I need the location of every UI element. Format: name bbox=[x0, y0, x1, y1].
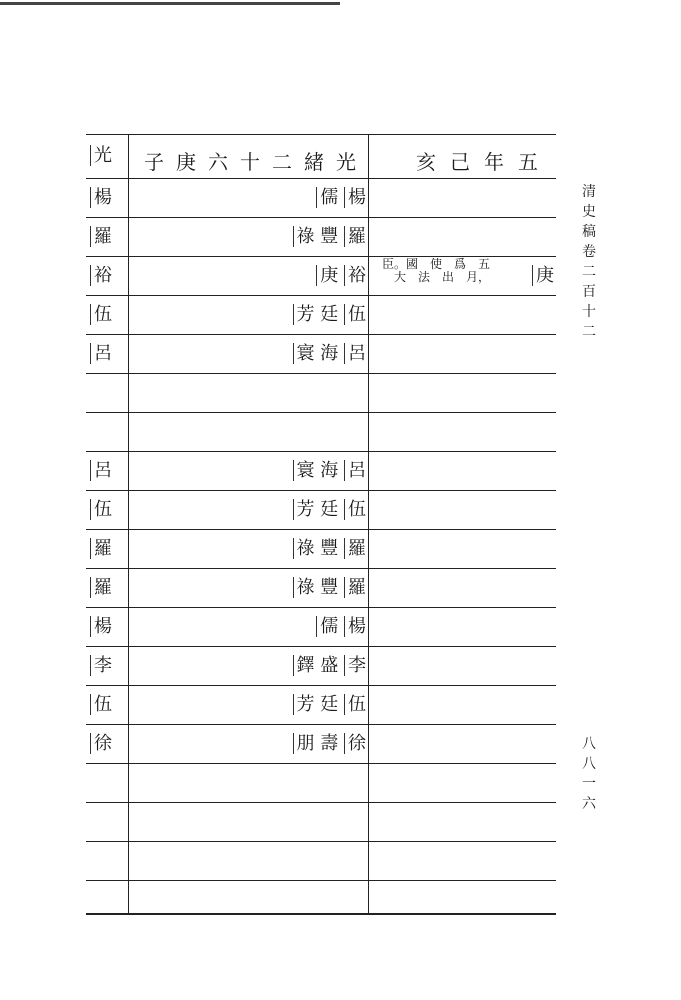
header-middle: 子庚六十二緒光 bbox=[144, 150, 368, 174]
side-char: 稿 bbox=[582, 224, 596, 240]
row-c2: 朋 壽 徐 bbox=[293, 734, 366, 754]
header-left: 光 bbox=[90, 146, 112, 166]
row-c1: 裕 bbox=[90, 266, 112, 286]
row-c2: 寰 海 呂 bbox=[293, 344, 366, 364]
rule bbox=[86, 529, 556, 530]
row-c1: 伍 bbox=[90, 305, 112, 325]
rule bbox=[86, 685, 556, 686]
rule bbox=[86, 568, 556, 569]
side-char: 史 bbox=[582, 204, 596, 220]
side-char: 卷 bbox=[582, 244, 596, 260]
rule bbox=[86, 134, 556, 135]
rule bbox=[86, 295, 556, 296]
row-c1: 羅 bbox=[90, 227, 112, 247]
bottom-rule bbox=[86, 913, 556, 915]
rule bbox=[86, 841, 556, 842]
side-page-number bbox=[580, 734, 598, 814]
column-divider bbox=[128, 134, 129, 914]
note-text: 臣。國 使 爲 五 大 法 出 月， bbox=[382, 257, 491, 284]
side-char: 二 bbox=[582, 324, 596, 340]
side-char: 清 bbox=[582, 184, 596, 200]
row-c1: 羅 bbox=[90, 578, 112, 598]
top-rule bbox=[0, 2, 340, 5]
header-right: 亥己年五 bbox=[416, 150, 552, 174]
row-c2: 芳 廷 伍 bbox=[293, 500, 366, 520]
row-c2: 儒 楊 bbox=[316, 188, 366, 208]
side-char: 八 bbox=[582, 736, 596, 752]
row-c2: 鐸 盛 李 bbox=[293, 656, 366, 676]
row-c2: 儒 楊 bbox=[316, 617, 366, 637]
row-c2: 寰 海 呂 bbox=[293, 461, 366, 481]
rule bbox=[86, 217, 556, 218]
row-c1: 羅 bbox=[90, 539, 112, 559]
side-char: 十 bbox=[582, 304, 596, 320]
rule bbox=[86, 451, 556, 452]
row-c1: 呂 bbox=[90, 344, 112, 364]
row-c2: 祿 豐 羅 bbox=[293, 578, 366, 598]
rule bbox=[86, 646, 556, 647]
rule bbox=[86, 607, 556, 608]
row-c1: 楊 bbox=[90, 617, 112, 637]
side-char: 二 bbox=[582, 264, 596, 280]
rule bbox=[86, 724, 556, 725]
column-divider bbox=[368, 134, 369, 914]
rule bbox=[86, 763, 556, 764]
rule bbox=[86, 412, 556, 413]
side-char: 六 bbox=[582, 796, 596, 812]
row-c1: 徐 bbox=[90, 734, 112, 754]
row-c1: 呂 bbox=[90, 461, 112, 481]
row-c2: 芳 廷 伍 bbox=[293, 305, 366, 325]
note-mark: 庚 bbox=[532, 266, 554, 286]
row-c1: 李 bbox=[90, 656, 112, 676]
rule bbox=[86, 334, 556, 335]
row-c1: 伍 bbox=[90, 500, 112, 520]
row-c2: 芳 廷 伍 bbox=[293, 695, 366, 715]
rule bbox=[86, 802, 556, 803]
row-c1: 楊 bbox=[90, 188, 112, 208]
row-c2: 祿 豐 羅 bbox=[293, 539, 366, 559]
table bbox=[86, 134, 556, 914]
side-char: 一 bbox=[582, 776, 596, 792]
rule bbox=[86, 373, 556, 374]
rule bbox=[86, 880, 556, 881]
row-c2: 庚 裕 bbox=[316, 266, 366, 286]
side-char: 八 bbox=[582, 756, 596, 772]
rule bbox=[86, 490, 556, 491]
rule bbox=[86, 178, 556, 179]
row-c2: 祿 豐 羅 bbox=[293, 227, 366, 247]
side-title bbox=[580, 182, 598, 342]
row-c1: 伍 bbox=[90, 695, 112, 715]
side-char: 百 bbox=[582, 284, 596, 300]
